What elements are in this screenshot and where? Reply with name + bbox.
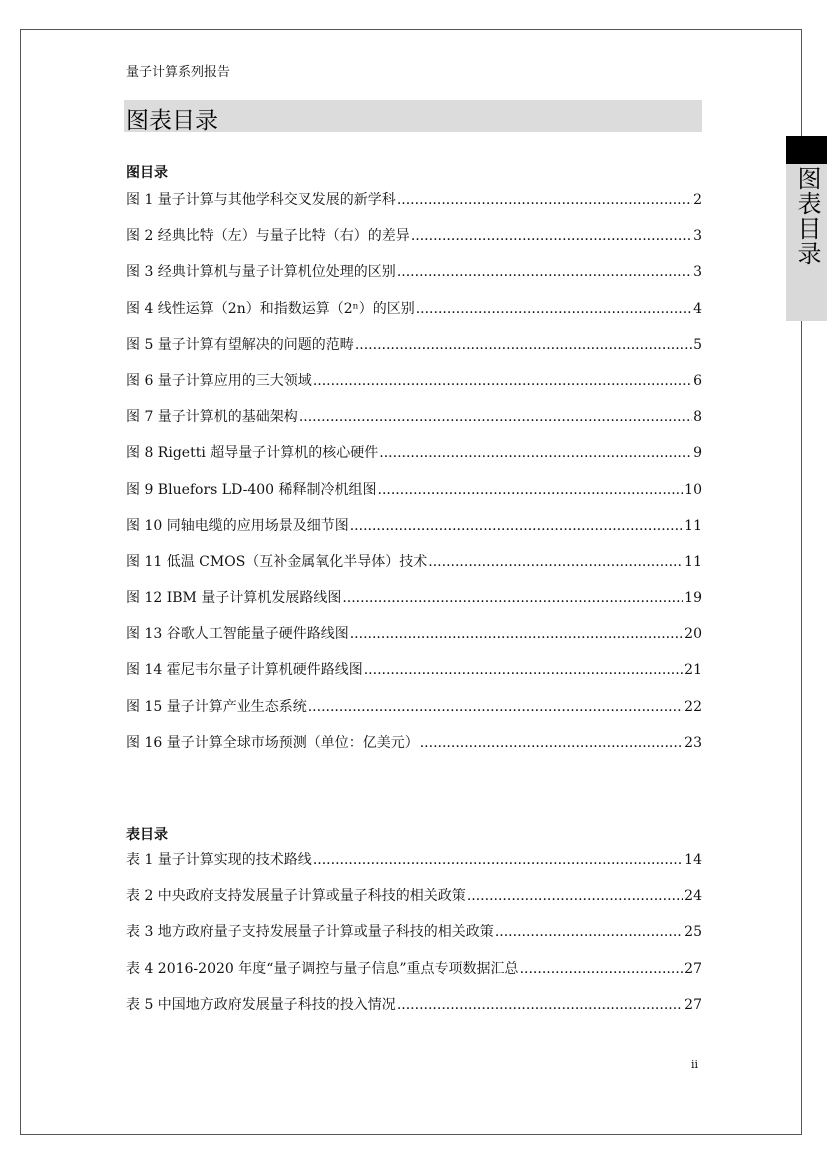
toc-entry-page: 20 <box>684 626 702 643</box>
toc-entry[interactable] <box>126 958 702 994</box>
toc-entry[interactable] <box>126 623 702 659</box>
toc-entry-page: 3 <box>693 264 702 281</box>
toc-entry-label: 图 1 量子计算与其他学科交叉发展的新学科 <box>126 192 396 208</box>
toc-entry-label: 图 2 经典比特（左）与量子比特（右）的差异 <box>126 228 410 245</box>
toc-entry[interactable] <box>126 225 702 261</box>
toc-leader-dots <box>378 482 684 498</box>
toc-entry-page: 3 <box>693 228 702 245</box>
toc-entry-label: 图 14 霍尼韦尔量子计算机硬件路线图 <box>126 662 363 679</box>
toc-entry[interactable] <box>126 298 702 334</box>
toc-entry-label: 图 12 IBM 量子计算机发展路线图 <box>126 590 342 607</box>
toc-leader-dots <box>379 445 692 461</box>
page-title-bar <box>124 100 702 132</box>
toc-entry[interactable] <box>126 334 702 370</box>
toc-entry[interactable] <box>126 261 702 297</box>
toc-entry-page: 27 <box>684 996 702 1013</box>
toc-entry-page: 9 <box>693 445 702 462</box>
toc-entry-page: 25 <box>684 924 702 941</box>
toc-entry-page: 24 <box>684 888 702 905</box>
toc-entry[interactable] <box>126 551 702 587</box>
toc-entry[interactable] <box>126 479 702 515</box>
toc-entry[interactable] <box>126 696 702 732</box>
toc-leader-dots <box>350 518 683 534</box>
toc-entry-page: 8 <box>693 409 702 426</box>
tables-heading: 表目录 <box>126 827 168 843</box>
toc-entry-label: 图 7 量子计算机的基础架构 <box>126 409 298 426</box>
toc-entry-page: 23 <box>684 734 702 751</box>
toc-entry-page: 27 <box>684 960 702 977</box>
toc-leader-dots <box>397 264 692 280</box>
toc-entry-page: 14 <box>684 852 702 868</box>
toc-entry-page: 6 <box>693 372 702 389</box>
toc-leader-dots <box>342 590 683 606</box>
toc-entry[interactable] <box>126 921 702 957</box>
toc-entry[interactable] <box>126 885 702 921</box>
toc-entry[interactable] <box>126 732 702 768</box>
report-header: 量子计算系列报告 <box>126 65 231 80</box>
toc-leader-dots <box>467 888 683 904</box>
toc-entry[interactable] <box>126 994 702 1030</box>
toc-entry-label: 图 13 谷歌人工智能量子硬件路线图 <box>126 626 349 643</box>
toc-leader-dots <box>411 228 692 244</box>
page-number: ii <box>691 1058 699 1071</box>
page-title: 图表目录 <box>126 108 218 134</box>
toc-leader-dots <box>308 699 683 715</box>
toc-leader-dots <box>350 626 683 642</box>
toc-entry-label: 表 4 2016-2020 年度“量子调控与量子信息”重点专项数据汇总 <box>126 960 519 977</box>
toc-entry-label: 图 6 量子计算应用的三大领域 <box>126 372 312 389</box>
figures-list <box>126 189 702 768</box>
toc-entry[interactable] <box>126 849 702 885</box>
toc-leader-dots <box>397 997 683 1013</box>
toc-entry-page: 2 <box>693 192 702 208</box>
toc-leader-dots <box>364 662 683 678</box>
side-tab-label: 图表目录 <box>793 166 821 266</box>
toc-entry-label: 图 8 Rigetti 超导量子计算机的核心硬件 <box>126 445 379 462</box>
toc-entry[interactable] <box>126 406 702 442</box>
toc-entry[interactable] <box>126 659 702 695</box>
toc-entry-label: 图 10 同轴电缆的应用场景及细节图 <box>126 517 349 534</box>
toc-entry-label: 图 15 量子计算产业生态系统 <box>126 698 307 715</box>
toc-leader-dots <box>520 961 684 977</box>
figures-heading: 图目录 <box>126 165 168 181</box>
toc-leader-dots <box>428 554 683 570</box>
toc-leader-dots <box>313 373 692 389</box>
toc-entry-label: 表 1 量子计算实现的技术路线 <box>126 852 312 868</box>
toc-entry-label: 表 2 中央政府支持发展量子计算或量子科技的相关政策 <box>126 888 466 905</box>
toc-entry-label: 表 3 地方政府量子支持发展量子计算或量子科技的相关政策 <box>126 924 494 941</box>
toc-entry-label: 图 9 Bluefors LD-400 稀释制冷机组图 <box>126 481 377 498</box>
toc-leader-dots <box>495 924 683 940</box>
toc-leader-dots <box>416 301 692 317</box>
toc-entry-page: 22 <box>684 698 702 715</box>
toc-entry-label: 图 16 量子计算全球市场预测（单位：亿美元） <box>126 734 419 751</box>
toc-entry-page: 21 <box>684 662 702 679</box>
toc-entry-page: 10 <box>684 481 702 498</box>
toc-entry[interactable] <box>126 370 702 406</box>
toc-entry-page: 5 <box>693 336 702 353</box>
toc-entry-page: 11 <box>684 517 702 534</box>
toc-leader-dots <box>420 735 683 751</box>
toc-entry[interactable] <box>126 515 702 551</box>
toc-entry[interactable] <box>126 587 702 623</box>
side-tab <box>786 164 827 321</box>
toc-entry[interactable] <box>126 442 702 478</box>
toc-leader-dots <box>299 409 692 425</box>
toc-entry-page: 11 <box>684 553 702 570</box>
toc-entry-label: 表 5 中国地方政府发展量子科技的投入情况 <box>126 996 396 1013</box>
toc-leader-dots <box>355 337 692 353</box>
toc-entry[interactable] <box>126 189 702 225</box>
toc-entry-page: 4 <box>693 300 702 317</box>
toc-leader-dots <box>313 852 683 868</box>
toc-entry-label: 图 4 线性运算（2n）和指数运算（2ⁿ）的区别 <box>126 300 415 317</box>
tables-list <box>126 849 702 1030</box>
toc-entry-page: 19 <box>684 590 702 607</box>
toc-entry-label: 图 3 经典计算机与量子计算机位处理的区别 <box>126 264 396 281</box>
side-tab-marker <box>786 136 827 164</box>
toc-entry-label: 图 5 量子计算有望解决的问题的范畴 <box>126 336 354 353</box>
toc-entry-label: 图 11 低温 CMOS（互补金属氧化半导体）技术 <box>126 553 428 570</box>
toc-leader-dots <box>397 192 692 208</box>
